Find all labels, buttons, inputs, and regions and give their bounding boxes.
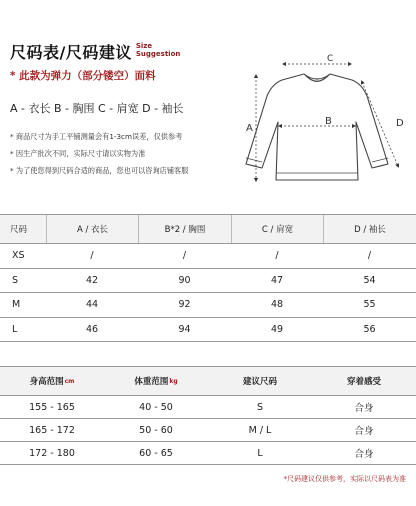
header-height-label: 身高范围 [29, 377, 64, 387]
length-value: 46 [85, 323, 99, 335]
shoulder-value: 47 [270, 274, 284, 286]
height-range: 165 - 172 [29, 424, 75, 436]
header-shoulder: C / 肩宽 [231, 215, 323, 243]
chest-value: 92 [178, 299, 191, 311]
shoulder-value: 48 [270, 299, 284, 311]
height-unit: cm [64, 377, 75, 385]
table-row [0, 396, 416, 419]
label-b: B [325, 116, 332, 127]
fabric-note: * 此款为弹力（部分镂空）面料 [10, 70, 156, 82]
weight-range: 60 - 65 [139, 447, 173, 459]
header-size: 尺码 [10, 225, 28, 235]
table-row [0, 293, 416, 318]
chest-value: 94 [178, 323, 191, 335]
note-1: * 商品尺寸为手工平铺测量会有1-3cm误差，仅供参考 [10, 132, 183, 141]
header-weight [104, 367, 208, 395]
size-table [0, 214, 416, 342]
label-a: A [246, 123, 253, 134]
table-row [0, 318, 416, 343]
sleeve-value: 56 [363, 323, 376, 335]
length-value: 42 [85, 274, 99, 286]
table-row [0, 419, 416, 442]
page-title: 尺码表/尺码建议 [10, 43, 132, 62]
chest-value: / [182, 250, 187, 262]
label-c: C [327, 54, 334, 64]
size-table-header [0, 214, 416, 244]
size-label: S [12, 274, 19, 286]
header-sleeve: D / 袖长 [323, 215, 416, 243]
suggested-size: L [257, 447, 263, 459]
header-suggested-size: 建议尺码 [242, 377, 277, 387]
title-english-line1: Size [135, 42, 153, 50]
footnote: *尺码建议仅供参考，实际以尺码表为准 [283, 475, 406, 483]
length-value: / [90, 250, 94, 262]
table-row [0, 244, 416, 269]
note-2: * 因生产批次不同，实际尺寸请以实物为准 [10, 149, 146, 158]
title-english [136, 42, 181, 58]
title-row [10, 40, 180, 63]
sweater-outline [246, 74, 388, 180]
table-row [0, 269, 416, 294]
suggested-size: M / L [248, 424, 272, 436]
length-value: 44 [85, 299, 99, 311]
label-d: D [396, 118, 404, 129]
size-label: XS [12, 250, 25, 262]
shoulder-value: / [275, 250, 279, 262]
header-chest: B*2 / 胸围 [138, 215, 231, 243]
title-english-line2: Suggestion [135, 50, 181, 58]
shoulder-value: 49 [270, 323, 284, 335]
fit-feel: 合身 [354, 403, 374, 414]
sweater-diagram [222, 46, 412, 196]
sleeve-value: / [367, 250, 372, 262]
measurement-notes [10, 128, 188, 179]
recommendation-table [0, 366, 416, 465]
table-row [0, 442, 416, 465]
height-range: 172 - 180 [29, 447, 75, 459]
note-3: * 为了使您得到尺码合适的商品，您也可以咨询店铺客服 [10, 166, 189, 175]
weight-unit: kg [169, 377, 178, 385]
suggested-size: S [256, 401, 264, 413]
header-height [0, 367, 104, 395]
chest-value: 90 [178, 274, 191, 286]
height-range: 155 - 165 [29, 401, 75, 413]
fit-feel: 合身 [354, 449, 374, 460]
size-label: L [12, 323, 18, 335]
header-length: A / 衣长 [46, 215, 138, 243]
fit-feel: 合身 [354, 426, 374, 437]
measurement-legend: A - 衣长 B - 胸围 C - 肩宽 D - 袖长 [10, 102, 184, 115]
header-weight-label: 体重范围 [134, 377, 169, 387]
sleeve-value: 54 [363, 274, 376, 286]
header-fit: 穿着感受 [346, 377, 381, 387]
recommendation-table-header [0, 366, 416, 396]
weight-range: 40 - 50 [139, 401, 173, 413]
weight-range: 50 - 60 [139, 424, 173, 436]
sleeve-value: 55 [363, 299, 376, 311]
size-label: M [12, 299, 21, 311]
